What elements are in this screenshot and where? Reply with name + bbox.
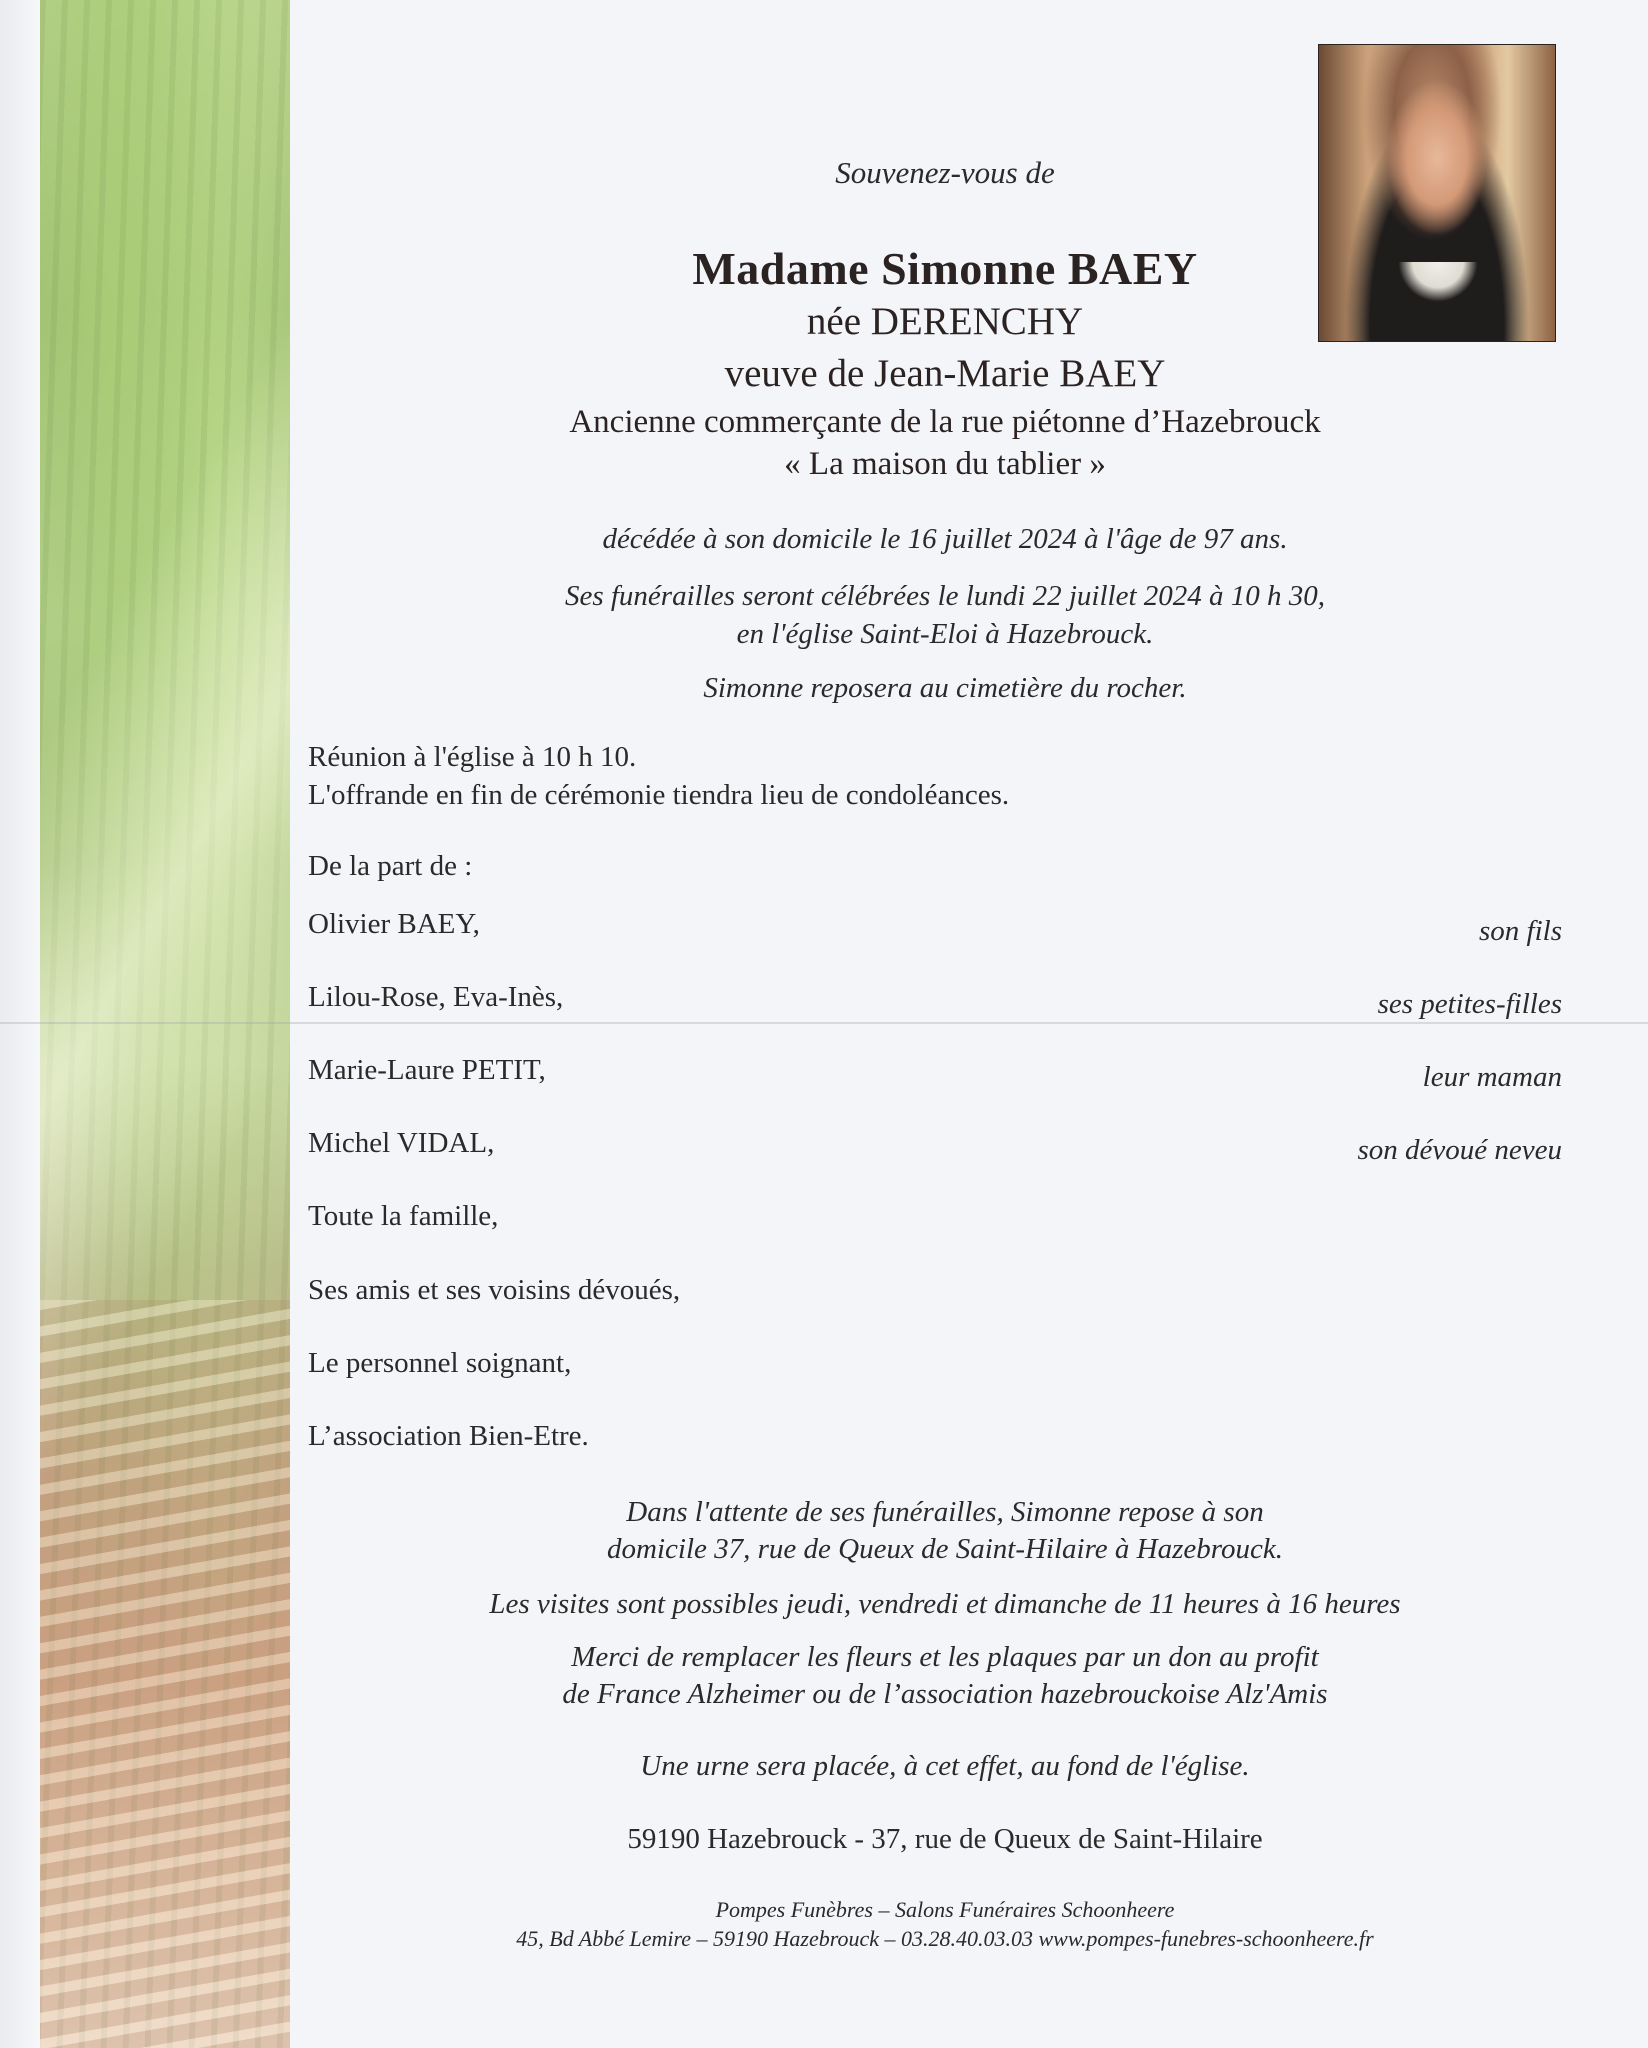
meeting-time: Réunion à l'église à 10 h 10.	[308, 741, 637, 773]
from-label: De la part de :	[308, 850, 473, 882]
occupation: Ancienne commerçante de la rue piétonne d’Hazebrouck	[569, 404, 1321, 440]
address: 59190 Hazebrouck - 37, rue de Queux de Saint-Hilaire	[627, 1823, 1263, 1855]
remember-heading: Souvenez-vous de	[835, 155, 1055, 190]
urn-note: Une urne sera placée, à cet effet, au fond de l'église.	[640, 1750, 1250, 1782]
family-name: Lilou-Rose, Eva-Inès,	[308, 981, 564, 1013]
offering-note: L'offrande en fin de cérémonie tiendra lieu de condoléances.	[308, 779, 1010, 811]
maiden-name: née DERENCHY	[806, 300, 1084, 343]
deceased-name: Madame Simonne BAEY	[692, 243, 1198, 294]
family-name: Olivier BAEY,	[308, 908, 480, 940]
widow-of: veuve de Jean-Marie BAEY	[724, 352, 1166, 395]
funeral-company-contact: 45, Bd Abbé Lemire – 59190 Hazebrouck – 03.28.40.03.03 www.pompes-funebres-schoonheere.fr	[516, 1926, 1374, 1951]
family-relation: son dévoué neveu	[1357, 1134, 1562, 1166]
flowers-line-2: de France Alzheimer ou de l’association hazebrouckoise Alz'Amis	[562, 1678, 1328, 1710]
paper-edge	[0, 0, 40, 2048]
family-relation: leur maman	[1422, 1061, 1562, 1093]
family-name: Marie-Laure PETIT,	[308, 1054, 546, 1086]
forest-path-image	[40, 0, 290, 2048]
shop-name: « La maison du tablier »	[784, 446, 1106, 482]
visits-info: Les visites sont possibles jeudi, vendredi et dimanche de 11 heures à 16 heures	[489, 1588, 1401, 1620]
family-name: Michel VIDAL,	[308, 1127, 495, 1159]
death-notice: décédée à son domicile le 16 juillet 2024 à l'âge de 97 ans.	[602, 523, 1288, 555]
funeral-line-2: en l'église Saint-Eloi à Hazebrouck.	[736, 618, 1154, 650]
family-relation: son fils	[1479, 915, 1562, 947]
funeral-line-1: Ses funérailles seront célébrées le lundi 22 juillet 2024 à 10 h 30,	[564, 580, 1326, 612]
rest-line-1: Dans l'attente de ses funérailles, Simonne repose à son	[626, 1496, 1264, 1528]
family-relation: ses petites-filles	[1377, 988, 1562, 1020]
family-name: L’association Bien-Etre.	[308, 1420, 589, 1452]
burial-notice: Simonne reposera au cimetière du rocher.	[703, 672, 1187, 704]
funeral-company: Pompes Funèbres – Salons Funéraires Schoonheere	[715, 1897, 1175, 1922]
family-name: Toute la famille,	[308, 1200, 499, 1232]
family-name: Ses amis et ses voisins dévoués,	[308, 1274, 681, 1306]
fold-line	[0, 1022, 1648, 1024]
rest-line-2: domicile 37, rue de Queux de Saint-Hilaire à Hazebrouck.	[607, 1533, 1283, 1565]
flowers-line-1: Merci de remplacer les fleurs et les plaques par un don au profit	[571, 1641, 1319, 1673]
family-name: Le personnel soignant,	[308, 1347, 572, 1379]
